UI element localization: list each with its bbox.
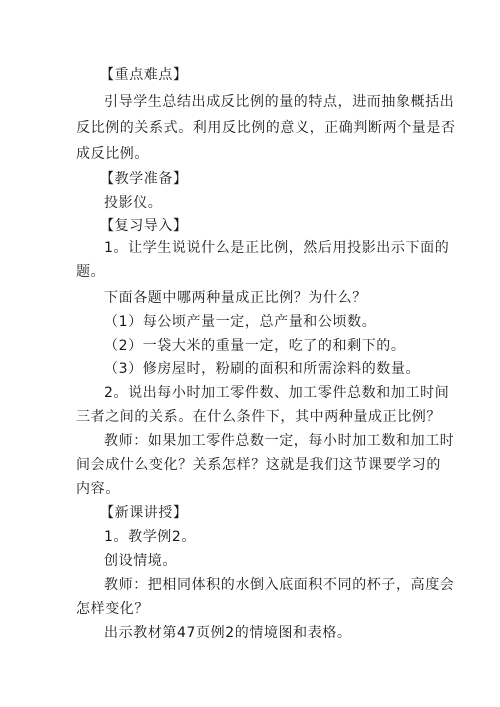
list-item: （1）每公顷产量一定，总产量和公顷数。: [104, 314, 377, 330]
paragraph-line: 出示教材第47页例2的情境图和表格。: [104, 625, 352, 641]
paragraph-line: 下面各题中哪两种量成正比例？为什么？: [104, 290, 367, 306]
paragraph-line: 成反比例。: [76, 146, 149, 162]
paragraph-line: 1。教学例2。: [104, 529, 197, 545]
paragraph-line: 教师：把相同体积的水倒入底面积不同的杯子，高度会: [104, 577, 455, 593]
paragraph-line: 怎样变化？: [76, 601, 149, 617]
list-item: （2）一袋大米的重量一定，吃了的和剩下的。: [104, 338, 406, 354]
paragraph-line: 题。: [76, 264, 106, 280]
paragraph-line: 创设情境。: [104, 553, 177, 569]
list-item: （3）修房屋时，粉刷的面积和所需涂料的数量。: [104, 361, 421, 377]
heading-teaching-prep: 【教学准备】: [100, 171, 188, 187]
heading-new-lesson: 【新课讲授】: [100, 505, 188, 521]
paragraph-line: 2。说出每小时加工零件数、加工零件总数和加工时间: [104, 385, 450, 401]
paragraph-line: 教师：如果加工零件总数一定，每小时加工数和加工时: [104, 433, 455, 449]
heading-key-points: 【重点难点】: [100, 67, 188, 83]
paragraph-line: 引导学生总结出成反比例的量的特点，进而抽象概括出: [104, 94, 455, 110]
paragraph-line: 反比例的关系式。利用反比例的意义，正确判断两个量是否: [76, 120, 456, 136]
paragraph-line: 投影仪。: [104, 195, 163, 211]
heading-review-intro: 【复习导入】: [100, 218, 188, 234]
paragraph-line: 三者之间的关系。在什么条件下，其中两种量成正比例？: [76, 409, 441, 425]
paragraph-line: 1。让学生说说什么是正比例，然后用投影出示下面的: [104, 240, 450, 256]
paragraph-line: 间会成什么变化？关系怎样？这就是我们这节课要学习的: [76, 457, 441, 473]
paragraph-line: 内容。: [76, 481, 120, 497]
